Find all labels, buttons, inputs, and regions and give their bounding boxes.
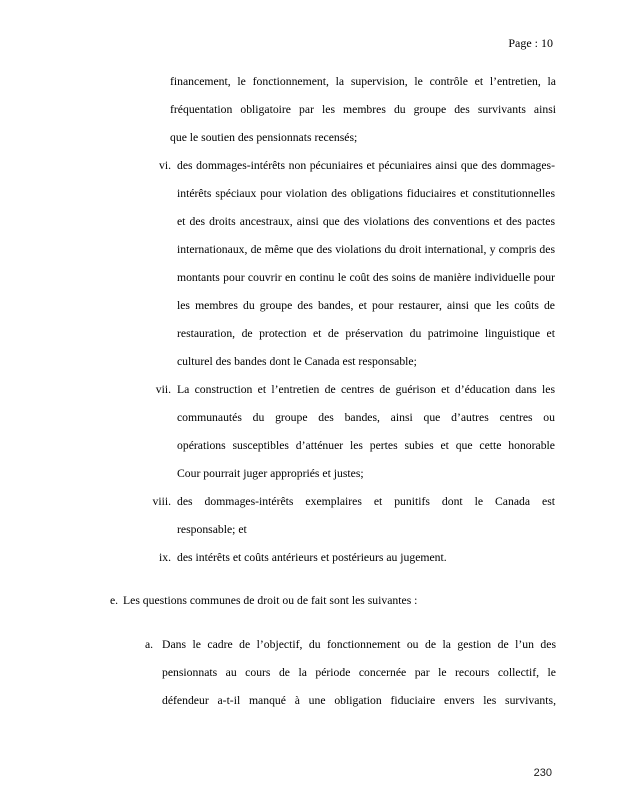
list-marker-vii: vii.	[155, 383, 171, 396]
text-line: intérêts spéciaux pour violation des obligations fiduciaires et constitutionnelles	[177, 187, 555, 200]
list-marker-a: a.	[145, 638, 154, 651]
list-item-text	[162, 631, 556, 715]
list-marker-viii: viii.	[152, 495, 171, 508]
text-line: financement, le fonctionnement, la supervision, le contrôle et l’entretien, la	[170, 75, 556, 88]
text-line: culturel des bandes dont le Canada est responsable;	[177, 355, 417, 368]
list-marker-ix: ix.	[158, 551, 171, 564]
list-item-text	[177, 488, 555, 544]
text-line: fréquentation obligatoire par les membres du groupe des survivants ainsi	[170, 103, 556, 116]
text-line: des dommages-intérêts exemplaires et punitifs dont le Canada est	[177, 495, 555, 508]
text-line: défendeur a-t-il manqué à une obligation fiduciaire envers les survivants,	[162, 694, 556, 707]
text-line: et des droits ancestraux, ainsi que des violations des conventions et des pactes	[177, 215, 555, 228]
list-item-text	[177, 544, 555, 572]
text-line: internationaux, de même que des violations du droit international, y compris des	[177, 243, 555, 256]
list-item-e	[0, 587, 623, 615]
text-line: Cour pourrait juger appropriés et justes;	[177, 467, 364, 480]
text-line: que le soutien des pensionnats recensés;	[170, 131, 358, 144]
page-number: 230	[533, 767, 552, 779]
text-line: Dans le cadre de l’objectif, du fonctionnement ou de la gestion de l’un des	[162, 638, 556, 651]
text-line: les membres du groupe des bandes, et pour restaurer, ainsi que les coûts de	[177, 299, 555, 312]
text-line: pensionnats au cours de la période concernée par le recours collectif, le	[162, 666, 556, 679]
text-line: des dommages-intérêts non pécuniaires et pécuniaires ainsi que des dommages-	[177, 159, 555, 172]
text-line: montants pour couvrir en continu le coût des soins de manière individuelle pour	[177, 271, 555, 284]
paragraph-continuation	[170, 68, 556, 152]
list-item-text	[177, 152, 555, 376]
list-item-text	[177, 376, 555, 488]
page-header-label: Page : 10	[508, 36, 553, 50]
text-line: La construction et l’entretien de centres de guérison et d’éducation dans les	[177, 383, 555, 396]
text-line: responsable; et	[177, 523, 247, 536]
text-line: des intérêts et coûts antérieurs et postérieurs au jugement.	[177, 551, 447, 564]
text-line: opérations susceptibles d’atténuer les pertes subies et que cette honorable	[177, 439, 555, 452]
text-line: restauration, de protection et de préservation du patrimoine linguistique et	[177, 327, 555, 340]
list-marker-e: e.	[110, 594, 119, 607]
list-marker-vi: vi.	[158, 159, 171, 172]
text-line: communautés du groupe des bandes, ainsi que d’autres centres ou	[177, 411, 555, 424]
text-line: Les questions communes de droit ou de fait sont les suivantes :	[123, 594, 418, 607]
